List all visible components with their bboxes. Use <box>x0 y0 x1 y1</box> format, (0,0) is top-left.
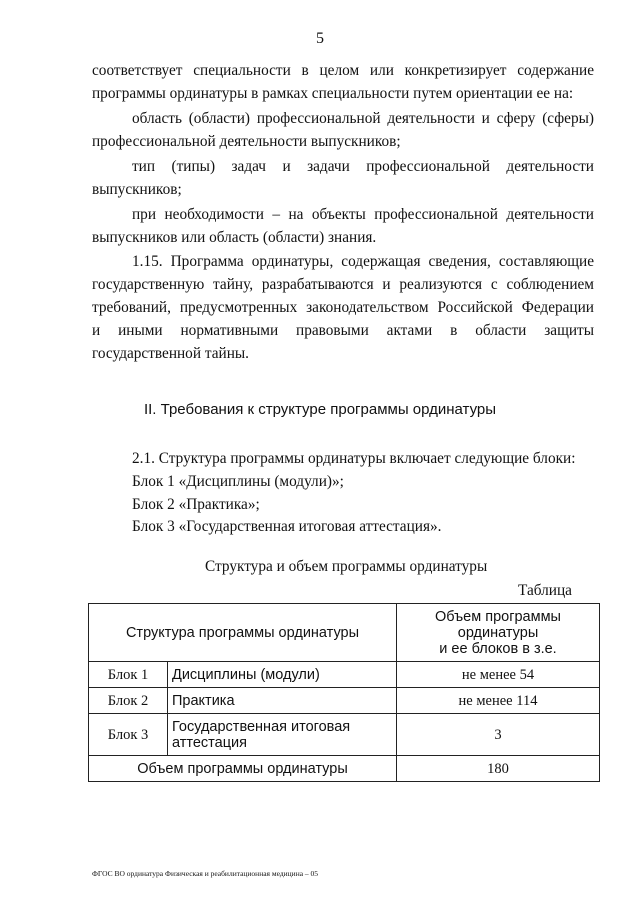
paragraph-line: выпускников; <box>92 181 182 198</box>
header-volume-line: и ее блоков в з.е. <box>439 640 557 657</box>
block-name-line: Государственная итоговая <box>172 718 351 735</box>
block-name-cell: Практика <box>168 688 397 714</box>
page-number: 5 <box>316 30 324 47</box>
header-structure: Структура программы ординатуры <box>89 604 397 662</box>
table-total-row <box>89 756 600 782</box>
block-cell: Блок 3 <box>89 714 168 756</box>
paragraph-line: область (области) профессиональной деятельности и сферу (сферы) <box>132 110 594 127</box>
block-value-cell: не менее 114 <box>397 688 600 714</box>
total-label-cell: Объем программы ординатуры <box>89 756 397 782</box>
paragraph-line: государственной тайны. <box>92 345 249 362</box>
header-volume-line: ординатуры <box>457 624 539 641</box>
table-row <box>89 688 600 714</box>
section-title: II. Требования к структуре программы ординатуры <box>143 401 497 418</box>
section-line: Блок 2 «Практика»; <box>132 496 260 513</box>
section-line: 2.1. Структура программы ординатуры включает следующие блоки: <box>132 450 576 467</box>
paragraph-line: требований, предусмотренных законодательством Российской Федерации <box>92 299 594 316</box>
block-name-line: аттестация <box>172 734 247 751</box>
header-volume-line: Объем программы <box>435 608 561 625</box>
footer-text: ФГОС ВО ординатура Физическая и реабилитационная медицина – 05 <box>92 869 319 878</box>
block-value-cell: 3 <box>397 714 600 756</box>
paragraph-line: профессиональной деятельности выпускников; <box>92 133 401 150</box>
block-cell: Блок 2 <box>89 688 168 714</box>
header-volume <box>397 604 600 662</box>
paragraph-line: соответствует специальности в целом или конкретизирует содержание <box>92 62 594 79</box>
paragraph-line: тип (типы) задач и задачи профессиональной деятельности <box>132 158 594 175</box>
structure-table <box>88 603 600 782</box>
block-cell: Блок 1 <box>89 662 168 688</box>
total-value-cell: 180 <box>397 756 600 782</box>
table-title: Структура и объем программы ординатуры <box>205 558 488 575</box>
paragraph-line: программы ординатуры в рамках специальности путем ориентации ее на: <box>92 85 574 102</box>
paragraph-line: 1.15. Программа ординатуры, содержащая сведения, составляющие <box>132 253 594 270</box>
paragraph-line: выпускников или область (области) знания. <box>92 229 377 246</box>
paragraph-line: государственную тайну, разрабатываются и реализуются с соблюдением <box>92 276 594 293</box>
block-name-cell <box>168 714 397 756</box>
table-label: Таблица <box>518 582 572 599</box>
block-name-cell: Дисциплины (модули) <box>168 662 397 688</box>
section-line: Блок 1 «Дисциплины (модули)»; <box>132 473 344 490</box>
table-row <box>89 714 600 756</box>
block-value-cell: не менее 54 <box>397 662 600 688</box>
paragraph-line: при необходимости – на объекты профессиональной деятельности <box>132 206 594 223</box>
table-header-row <box>89 604 600 662</box>
section-line: Блок 3 «Государственная итоговая аттестация». <box>132 518 442 535</box>
paragraph-line: и иными нормативными правовыми актами в области защиты <box>92 322 594 339</box>
table-row <box>89 662 600 688</box>
